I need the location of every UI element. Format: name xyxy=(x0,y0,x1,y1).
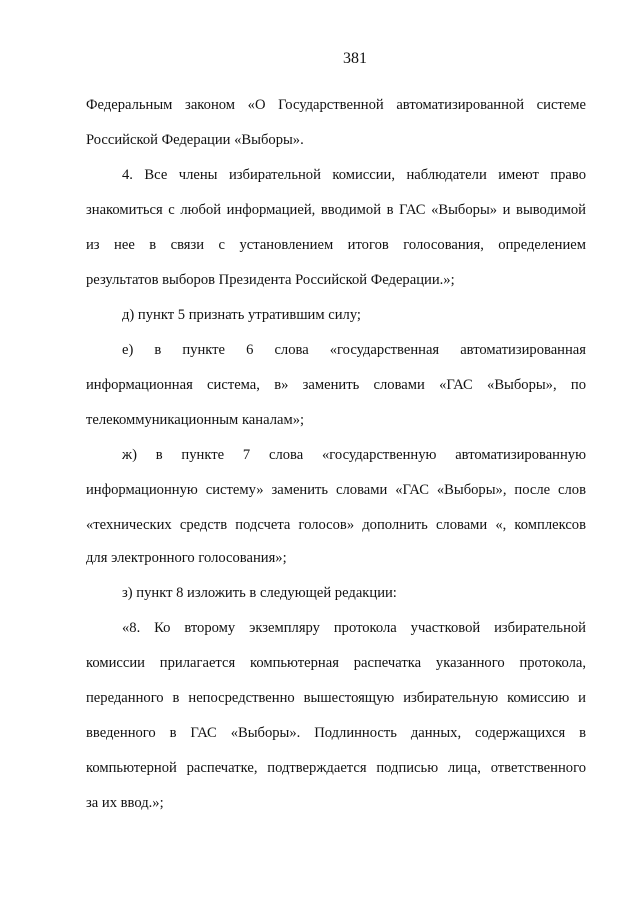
paragraph-first-line: е) в пункте 6 слова «государственная автоматизированная xyxy=(122,342,586,358)
text-line: за их ввод.»; xyxy=(86,795,164,811)
text-line: введенного в ГАС «Выборы». Подлинность данных, содержащихся в xyxy=(86,725,586,741)
text-line: для электронного голосования»; xyxy=(86,550,287,566)
text-line: информационная система, в» заменить словами «ГАС «Выборы», по xyxy=(86,377,586,393)
paragraph-first-line: ж) в пункте 7 слова «государственную автоматизированную xyxy=(122,447,586,463)
text-line: Российской Федерации «Выборы». xyxy=(86,132,304,148)
paragraph-first-line: д) пункт 5 признать утратившим силу; xyxy=(122,307,361,323)
text-line: телекоммуникационным каналам»; xyxy=(86,412,305,428)
paragraph-first-line: з) пункт 8 изложить в следующей редакции: xyxy=(122,585,397,601)
page-number: 381 xyxy=(343,50,367,67)
text-line: «технических средств подсчета голосов» дополнить словами «, комплексов xyxy=(86,517,586,533)
text-line: знакомиться с любой информацией, вводимой в ГАС «Выборы» и выводимой xyxy=(86,202,586,218)
text-line: результатов выборов Президента Российской Федерации.»; xyxy=(86,272,455,288)
paragraph-first-line: «8. Ко второму экземпляру протокола участковой избирательной xyxy=(122,620,586,636)
text-line: из нее в связи с установлением итогов голосования, определением xyxy=(86,237,586,253)
text-line: компьютерной распечатке, подтверждается подписью лица, ответственного xyxy=(86,760,586,776)
text-line: комиссии прилагается компьютерная распечатка указанного протокола, xyxy=(86,655,586,671)
paragraph-first-line: 4. Все члены избирательной комиссии, наблюдатели имеют право xyxy=(122,167,586,183)
text-line: Федеральным законом «О Государственной автоматизированной системе xyxy=(86,97,586,113)
text-line: переданного в непосредственно вышестоящую избирательную комиссию и xyxy=(86,690,586,706)
text-line: информационную систему» заменить словами «ГАС «Выборы», после слов xyxy=(86,482,586,498)
